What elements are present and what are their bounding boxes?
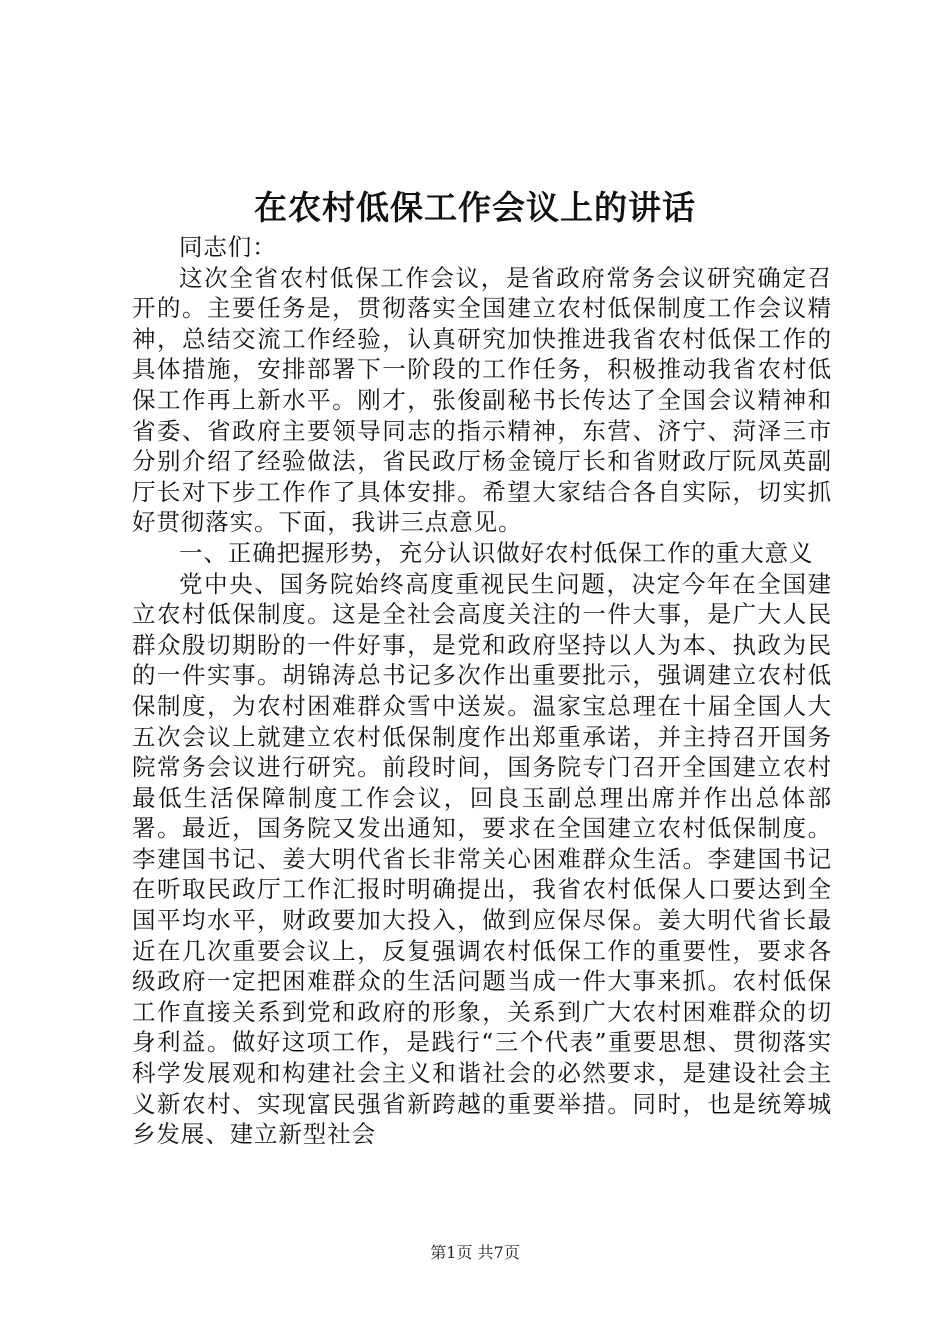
body-paragraph: 党中央、国务院始终高度重视民生问题，决定今年在全国建立农村低保制度。这是全社会高度关注的一件大事，是广大人民群众殷切期盼的一件好事，是党和政府坚持以人为本、执政为民的一件实事。胡锦涛总书记多次作出重要批示，强调建立农村低保制度，为农村困难群众雪中送炭。温家宝总理在十届全国人大五次会议上就建立农村低保制度作出郑重承诺，并主持召开国务院常务会议进行研究。前段时间，国务院专门召开全国建立农村最低生活保障制度工作会议，回良玉副总理出席并作出总体部署。最近，国务院又发出通知，要求在全国建立农村低保制度。李建国书记、姜大明代省长非常关心困难群众生活。李建国书记在听取民政厅工作汇报时明确提出，我省农村低保人口要达到全国平均水平，财政要加大投入，做到应保尽保。姜大明代省长最近在几次重要会议上，反复强调农村低保工作的重要性，要求各级政府一定把困难群众的生活问题当成一件大事来抓。农村低保工作直接关系到党和政府的形象，关系到广大农村困难群众的切身利益。做好这项工作，是践行“三个代表”重要思想、贯彻落实科学发展观和构建社会主义和谐社会的必然要求，是建设社会主义新农村、实现富民强省新跨越的重要举措。同时，也是统筹城乡发展、建立新型社会 <box>132 569 832 1149</box>
body-paragraph: 这次全省农村低保工作会议，是省政府常务会议研究确定召开的。主要任务是，贯彻落实全国建立农村低保制度工作会议精神，总结交流工作经验，认真研究加快推进我省农村低保工作的具体措施，安排部署下一阶段的工作任务，积极推动我省农村低保工作再上新水平。刚才，张俊副秘书长传达了全国会议精神和省委、省政府主要领导同志的指示精神，东营、济宁、菏泽三市分别介绍了经验做法，省民政厅杨金镜厅长和省财政厅阮凤英副厅长对下步工作作了具体安排。希望大家结合各自实际，切实抓好贯彻落实。下面，我讲三点意见。 <box>132 263 832 537</box>
section-heading: 一、正确把握形势，充分认识做好农村低保工作的重大意义 <box>179 538 814 567</box>
document-title: 在农村低保工作会议上的讲话 <box>254 188 696 227</box>
document-body <box>132 232 832 1150</box>
page-number-footer: 第1页 共7页 <box>430 1243 520 1262</box>
salutation-paragraph: 同志们： <box>179 233 277 261</box>
